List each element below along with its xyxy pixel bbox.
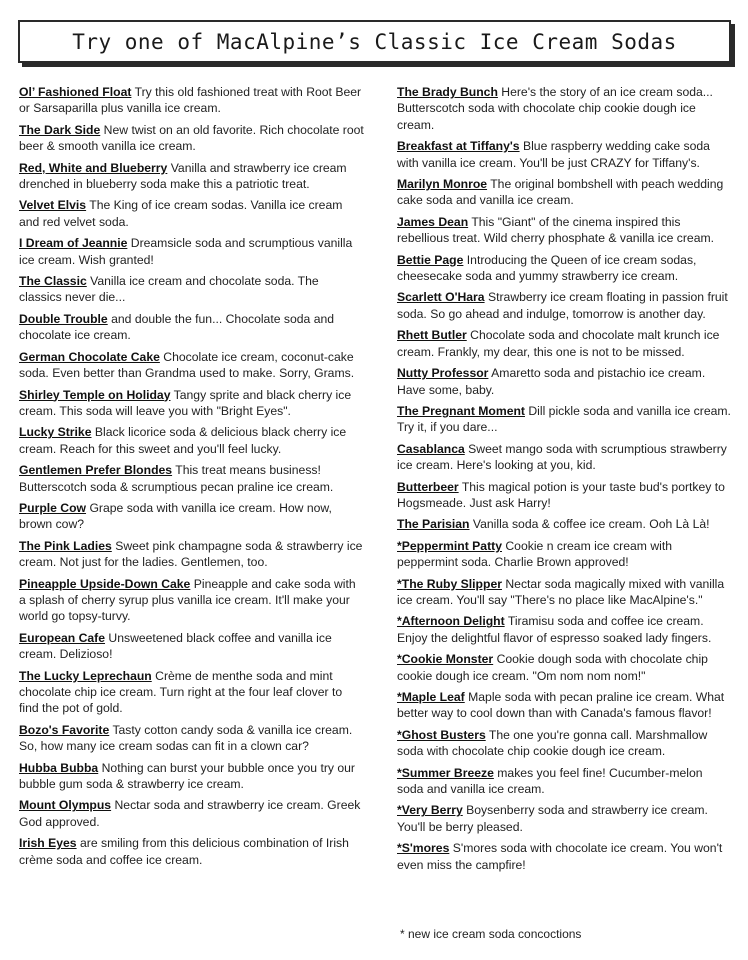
soda-description: Tiramisu soda and coffee ice cream. Enjoy the delightful flavor of espresso soaked lady fingers.: [397, 614, 712, 645]
menu-item: [19, 576, 364, 625]
soda-description: Crème de menthe soda and mint chocolate chip ice cream. Turn right at the four leaf clover to find the pot of gold.: [19, 668, 343, 716]
soda-name: *Maple Leaf: [397, 690, 465, 704]
menu-item: [19, 797, 364, 830]
soda-name: The Brady Bunch: [397, 85, 498, 99]
soda-name: Bozo's Favorite: [19, 722, 110, 737]
soda-name: James Dean: [397, 214, 469, 229]
menu-item: [19, 462, 364, 495]
menu-item: [397, 727, 732, 760]
soda-description: Vanilla ice cream and chocolate soda. The classics never die...: [19, 274, 319, 305]
soda-name: Lucky Strike: [19, 425, 92, 440]
soda-name: *The Ruby Slipper: [397, 576, 502, 591]
menu-item: [19, 311, 364, 344]
soda-description: Try this old fashioned treat with Root Beer or Sarsaparilla plus vanilla ice cream.: [19, 85, 362, 116]
soda-description: This "Giant" of the cinema inspired this rebellious treat. Wild cherry phosphate & vanilla ice cream.: [397, 214, 715, 246]
menu-item: [397, 176, 732, 209]
soda-description: S'mores soda with chocolate ice cream. You won't even miss the campfire!: [397, 841, 723, 872]
soda-description: Introducing the Queen of ice cream sodas, cheesecake soda and yummy strawberry ice cream.: [397, 252, 697, 284]
soda-name: Gentlemen Prefer Blondes: [19, 463, 173, 478]
menu-item: [19, 84, 364, 117]
soda-name: *Very Berry: [397, 803, 463, 818]
menu-item: [397, 403, 732, 436]
soda-description: and double the fun... Chocolate soda and chocolate ice cream.: [19, 311, 335, 343]
soda-name: Mount Olympus: [19, 798, 112, 813]
soda-name: *Ghost Busters: [397, 727, 486, 742]
soda-name: Butterbeer: [397, 479, 459, 494]
soda-name: European Cafe: [19, 630, 106, 645]
soda-name: Pineapple Upside-Down Cake: [19, 576, 191, 591]
menu-item: [19, 538, 364, 571]
menu-item: [19, 668, 364, 717]
soda-description: Amaretto soda and pistachio ice cream. Have some, baby.: [397, 366, 706, 397]
soda-name: Red, White and Blueberry: [19, 160, 168, 175]
soda-name: The Dark Side: [19, 122, 101, 137]
soda-name: German Chocolate Cake: [19, 349, 160, 364]
soda-description: Tangy sprite and black cherry ice cream. This soda will leave you with "Bright Eyes".: [19, 387, 352, 418]
soda-name: *Afternoon Delight: [397, 614, 505, 629]
soda-name: The Lucky Leprechaun: [19, 668, 152, 683]
soda-description: Maple soda with pecan praline ice cream. What better way to cool down than with Canada's famous flavor!: [397, 690, 725, 721]
menu-title-box: [18, 20, 731, 63]
menu-item: [19, 160, 364, 193]
menu-item: [397, 576, 732, 609]
menu-item: [397, 252, 732, 285]
menu-item: [397, 613, 732, 646]
soda-description: Nectar soda and strawberry ice cream. Greek God approved.: [19, 798, 361, 829]
menu-item: [397, 765, 732, 798]
menu-item: [397, 365, 732, 398]
soda-description: Nectar soda magically mixed with vanilla ice cream. You'll say "There's no place like MacAlpine's.": [397, 576, 725, 607]
soda-name: *Summer Breeze: [397, 765, 494, 780]
menu-item: [19, 722, 364, 755]
soda-description: Cookie n cream ice cream with peppermint soda. Charlie Brown approved!: [397, 538, 672, 570]
right-column: [397, 84, 732, 878]
soda-description: Sweet mango soda with scrumptious strawberry ice cream. Here's looking at you, kid.: [397, 441, 727, 473]
soda-name: Irish Eyes: [19, 836, 77, 851]
menu-item: [19, 273, 364, 306]
menu-item: [397, 479, 732, 512]
menu-item: [19, 349, 364, 382]
soda-name: *S'mores: [397, 841, 450, 856]
menu-item: [397, 327, 732, 360]
menu-item: [397, 840, 732, 873]
menu-item: [19, 122, 364, 155]
soda-description: Boysenberry soda and strawberry ice cream. You'll be berry pleased.: [397, 803, 708, 834]
soda-name: The Classic: [19, 274, 87, 289]
soda-description: Dreamsicle soda and scrumptious vanilla ice cream. Wish granted!: [19, 236, 353, 267]
menu-item: [19, 835, 364, 868]
soda-name: I Dream of Jeannie: [19, 236, 128, 251]
soda-name: *Peppermint Patty: [397, 538, 502, 553]
soda-description: The King of ice cream sodas. Vanilla ice cream and red velvet soda.: [19, 198, 343, 229]
soda-name: Shirley Temple on Holiday: [19, 387, 171, 402]
menu-item: [397, 651, 732, 684]
soda-description: This treat means business! Butterscotch soda & scrumptious pecan praline ice cream.: [19, 463, 334, 494]
soda-description: Unsweetened black coffee and vanilla ice cream. Delizioso!: [19, 630, 332, 662]
menu-title: Try one of MacAlpine’s Classic Ice Cream Sodas: [72, 29, 677, 54]
menu-item: [19, 760, 364, 793]
soda-description: Chocolate soda and chocolate malt krunch ice cream. Frankly, my dear, this one is not to be missed.: [397, 328, 720, 359]
soda-description: Blue raspberry wedding cake soda with vanilla ice cream. You'll be just CRAZY for Tiffany's.: [397, 139, 710, 170]
soda-description: are smiling from this delicious combination of Irish crème soda and coffee ice cream.: [19, 836, 349, 867]
soda-name: Bettie Page: [397, 252, 464, 267]
soda-description: The original bombshell with peach wedding cake soda and vanilla ice cream.: [397, 177, 724, 208]
soda-name: Casablanca: [397, 441, 465, 456]
left-column: [19, 84, 364, 873]
menu-item: [397, 538, 732, 571]
menu-item: [397, 802, 732, 835]
soda-description: Vanilla and strawberry ice cream drenched in blueberry soda make this a patriotic treat.: [19, 160, 347, 192]
soda-name: The Pink Ladies: [19, 538, 112, 553]
soda-name: Hubba Bubba: [19, 760, 99, 775]
menu-item: [19, 424, 364, 457]
soda-description: Vanilla soda & coffee ice cream. Ooh Là Là!: [472, 517, 710, 532]
soda-description: Dill pickle soda and vanilla ice cream. Try it, if you dare...: [397, 403, 731, 435]
soda-description: New twist on an old favorite. Rich chocolate root beer & smooth vanilla ice cream.: [19, 122, 364, 154]
soda-description: Pineapple and cake soda with a splash of cherry syrup plus vanilla ice cream. It'll make your world go topsy-turvy.: [19, 576, 356, 624]
menu-item: [397, 689, 732, 722]
menu-item: [397, 289, 732, 322]
soda-description: Sweet pink champagne soda & strawberry ice cream. Not just for the ladies. Gentlemen, too.: [19, 538, 363, 570]
menu-item: [19, 197, 364, 230]
soda-description: Nothing can burst your bubble once you try our bubble gum soda & strawberry ice cream.: [19, 760, 355, 792]
soda-name: Ol’ Fashioned Float: [19, 85, 132, 99]
soda-name: The Parisian: [397, 517, 470, 532]
soda-name: Breakfast at Tiffany's: [397, 139, 520, 154]
menu-item: [19, 500, 364, 533]
soda-description: makes you feel fine! Cucumber-melon soda and vanilla ice cream.: [397, 765, 703, 797]
menu-item: [397, 516, 732, 532]
footnote: * new ice cream soda concoctions: [400, 927, 582, 941]
menu-item: [19, 235, 364, 268]
soda-name: Purple Cow: [19, 500, 87, 515]
soda-name: Velvet Elvis: [19, 198, 87, 213]
menu-item: [19, 387, 364, 420]
soda-name: *Cookie Monster: [397, 652, 494, 667]
soda-name: Nutty Professor: [397, 366, 489, 381]
menu-item: [19, 630, 364, 663]
soda-name: Scarlett O'Hara: [397, 290, 485, 305]
menu-item: [397, 84, 732, 133]
soda-description: Chocolate ice cream, coconut-cake soda. Even better than Grandma used to make. Sorry, Grams.: [19, 349, 355, 381]
menu-item: [397, 138, 732, 171]
soda-description: Grape soda with vanilla ice cream. How now, brown cow?: [19, 500, 332, 532]
menu-item: [397, 214, 732, 247]
soda-description: Tasty cotton candy soda & vanilla ice cream. So, how many ice cream sodas can fit in a clown car?: [19, 722, 353, 754]
soda-description: Here's the story of an ice cream soda... Butterscotch soda with chocolate chip cookie dough ice cream.: [397, 85, 713, 132]
soda-name: Marilyn Monroe: [397, 177, 488, 192]
soda-description: Cookie dough soda with chocolate chip cookie dough ice cream. "Om nom nom nom!": [397, 652, 708, 683]
soda-description: The one you're gonna call. Marshmallow soda with chocolate chip cookie dough ice cream.: [397, 727, 708, 759]
soda-description: Black licorice soda & delicious black cherry ice cream. Reach for this sweet and you'll feel lucky.: [19, 425, 347, 456]
soda-name: Double Trouble: [19, 311, 108, 326]
menu-item: [397, 441, 732, 474]
soda-name: Rhett Butler: [397, 328, 467, 343]
soda-description: This magical potion is your taste bud's portkey to Hogsmeade. Just ask Harry!: [397, 479, 725, 510]
soda-description: Strawberry ice cream floating in passion fruit soda. So go ahead and indulge, tomorrow is another day.: [397, 290, 728, 321]
soda-name: The Pregnant Moment: [397, 403, 525, 418]
